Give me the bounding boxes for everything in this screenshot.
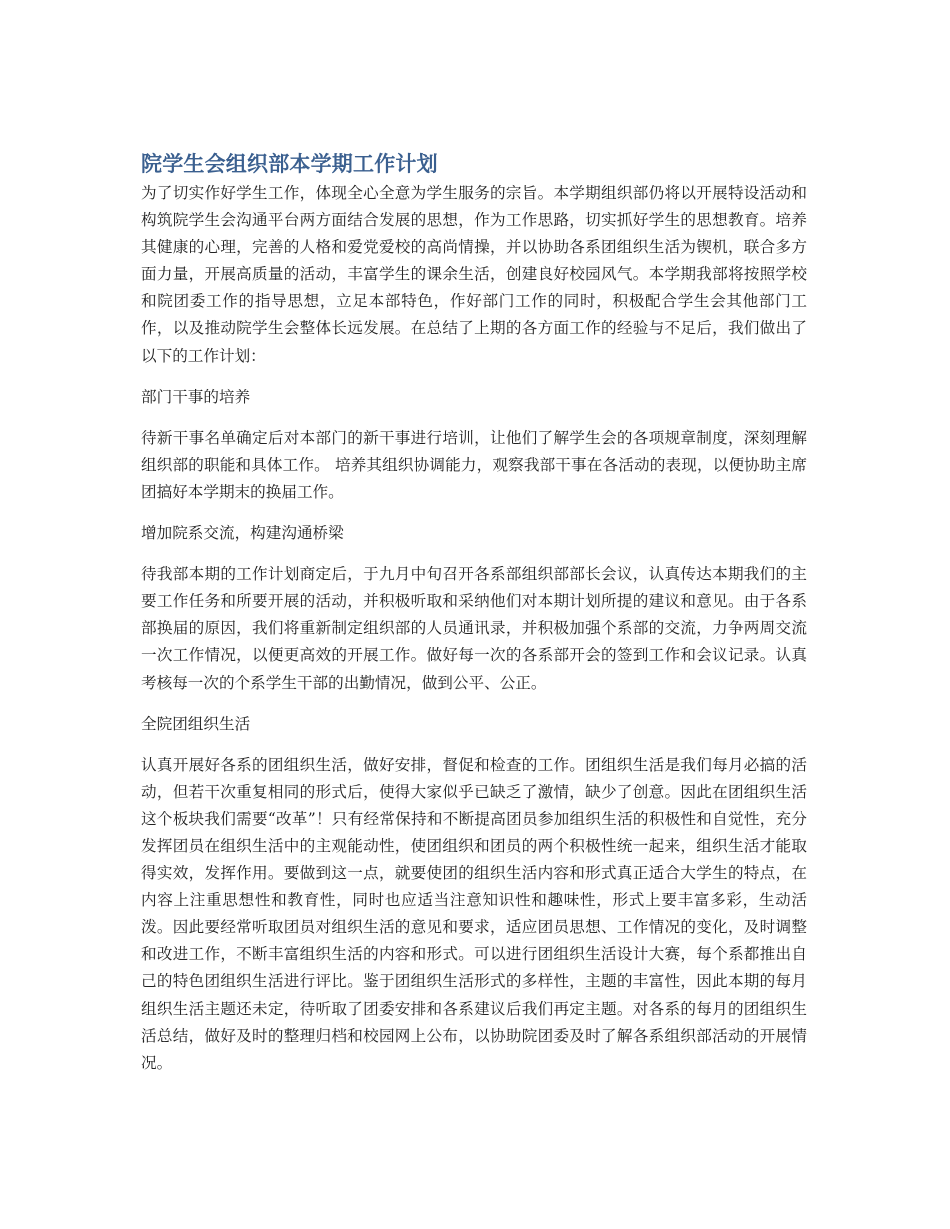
document-page <box>141 148 807 1077</box>
section-heading-cadre-training: 部门干事的培养 <box>141 387 251 406</box>
document-title: 院学生会组织部本学期工作计划 <box>141 152 438 176</box>
spacer <box>141 738 807 752</box>
section-body-league-activities: 认真开展好各系的团组织生活，做好安排，督促和检查的工作。团组织生活是我们每月必搞的活动，但若干次重复相同的形式后，使得大家似乎已缺乏了激情，缺少了创意。因此在团组织生活这个板块我们需要“改革”！只有经常保持和不断提高团员参加组织生活的积极性和自觉性，充分发挥团员在组织生活中的主观能动性，使团组织和团员的两个积极性统一起来，组织生活才能取得实效，发挥作用。要做到这一点，就要使团的组织生活内容和形式真正适合大学生的特点，在内容上注重思想性和教育性，同时也应适当注意知识性和趣味性，形式上要丰富多彩，生动活泼。因此要经常听取团员对组织生活的意见和要求，适应团员思想、工作情况的变化，及时调整和改进工作，不断丰富组织生活的内容和形式。可以进行团组织生活设计大赛，每个系都推出自己的特色团组织生活进行评比。鉴于团组织生活形式的多样性，主题的丰富性，因此本期的每月组织生活主题还未定，待听取了团委安排和各系建议后我们再定主题。对各系的每月的团组织生活总结，做好及时的整理归档和校园网上公布，以协助院团委及时了解各系组织部活动的开展情况。 <box>141 755 807 1072</box>
section-body-cadre-training: 待新干事名单确定后对本部门的新干事进行培训，让他们了解学生会的各项规章制度，深刻理解组织部的职能和具体工作。 培养其组织协调能力，观察我部干事在各活动的表现，以便协助主席团搞好本学期末的换届工作。 <box>141 428 807 501</box>
spacer <box>141 411 807 425</box>
spacer <box>141 370 807 384</box>
section-body-department-exchange: 待我部本期的工作计划商定后，于九月中旬召开各系部组织部部长会议，认真传达本期我们的主要工作任务和所要开展的活动，并积极听取和采纳他们对本期计划所提的建议和意见。由于各系部换届的原因，我们将重新制定组织部的人员通讯录，并积极加强个系部的交流，力争两周交流一次工作情况，以便更高效的开展工作。做好每一次的各系部开会的签到工作和会议记录。认真考核每一次的个系学生干部的出勤情况，做到公平、公正。 <box>141 565 807 692</box>
spacer <box>141 697 807 711</box>
section-heading-department-exchange: 增加院系交流，构建沟通桥梁 <box>141 524 344 543</box>
section-heading-league-activities: 全院团组织生活 <box>141 714 251 733</box>
intro-paragraph: 为了切实作好学生工作，体现全心全意为学生服务的宗旨。本学期组织部仍将以开展特设活动和构筑院学生会沟通平台两方面结合发展的思想，作为工作思路，切实抓好学生的思想教育。培养其健康的心理，完善的人格和爱党爱校的高尚情操，并以协助各系团组织生活为锲机，联合多方面力量，开展高质量的活动，丰富学生的课余生活，创建良好校园风气。本学期我部将按照学校和院团委工作的指导思想，立足本部特色，作好部门工作的同时，积极配合学生会其他部门工作，以及推动院学生会整体长远发展。在总结了上期的各方面工作的经验与不足后，我们做出了以下的工作计划： <box>141 184 807 365</box>
spacer <box>141 506 807 520</box>
spacer <box>141 547 807 561</box>
